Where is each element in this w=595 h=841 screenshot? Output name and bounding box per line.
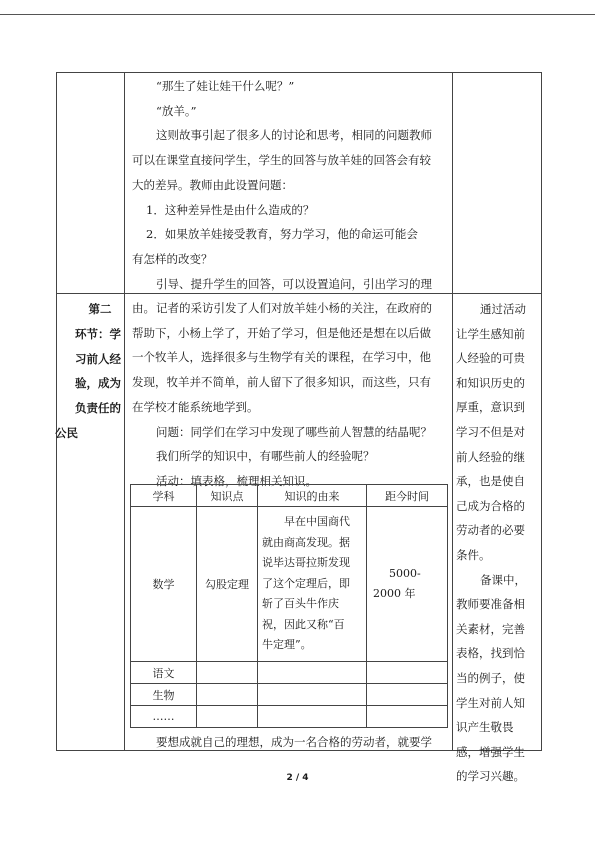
- s1-line-8: 有怎样的改变？: [132, 251, 213, 266]
- table-row: [131, 662, 448, 684]
- origin-line-5: 斩了百头牛作庆: [262, 597, 339, 611]
- s2-line-6: 问题：同学们在学习中发现了哪些前人智慧的结晶呢？: [156, 424, 432, 439]
- cell-subject-math: 数学: [131, 507, 197, 662]
- table-top-border: [56, 72, 542, 73]
- section2-body: [132, 296, 446, 494]
- empty-cell: [258, 662, 367, 684]
- s1-line-1: “那生了娃让娃干什么呢？”: [156, 79, 295, 93]
- cell-subject-ellipsis: ……: [131, 706, 197, 728]
- cell-subject-biology: 生物: [131, 684, 197, 706]
- th-origin: 知识的由来: [258, 485, 367, 507]
- note-line-6: 学习不但是对: [456, 424, 525, 439]
- heading-line-5: 负责任的: [75, 401, 121, 416]
- s2-line-1: 记者的采访引发了人们对放羊娃小杨的关注，在政府的: [156, 301, 432, 315]
- origin-line-3: 说毕达哥拉斯发现: [262, 556, 350, 570]
- cell-time: [367, 507, 448, 662]
- s1-line-3: 这则故事引起了很多人的讨论和思考，相同的问题教师: [156, 128, 432, 143]
- note-line-4: 和知识历史的: [456, 375, 525, 390]
- th-subject: 学科: [131, 485, 197, 507]
- heading-line-4: 验，成为: [75, 376, 121, 391]
- note-line-18: 识产生敬畏: [456, 720, 514, 735]
- heading-line-1: 第二: [88, 302, 112, 316]
- table-row: [131, 684, 448, 706]
- heading-line-2: 环节：学: [75, 326, 121, 341]
- th-time: 距今时间: [367, 485, 448, 507]
- note-line-16: 当的例子，使: [456, 670, 525, 685]
- s1-line-9: 引导、提升学生的回答，可以设置追问，引出学习的理: [156, 276, 432, 291]
- note-line-10: 劳动者的必要: [456, 523, 525, 538]
- section2-notes: [456, 297, 540, 789]
- s2-last-line: 要想成就自己的理想，成为一名合格的劳动者，就要学: [156, 735, 432, 749]
- note-line-15: 表格，找到恰: [456, 646, 525, 661]
- note-line-3: 人经验的可贵: [456, 351, 525, 366]
- s1-line-10: 由。: [132, 301, 155, 316]
- note-line-14: 关素材，完善: [456, 621, 525, 636]
- empty-cell: [367, 662, 448, 684]
- section2-heading: [55, 297, 121, 446]
- note-line-20: 的学习兴趣。: [456, 769, 525, 784]
- note-line-7: 前人经验的继: [456, 449, 525, 464]
- note-line-2: 让学生感知前: [456, 326, 525, 341]
- note-line-11: 条件。: [456, 547, 491, 562]
- origin-line-4: 了这个定理后，即: [262, 576, 350, 590]
- cell-subject-chinese: 语文: [131, 662, 197, 684]
- s1-line-6: 1．这种差异性是由什么造成的？: [146, 202, 315, 217]
- origin-line-1: 早在中国商代: [284, 515, 350, 529]
- note-line-17: 学生对前人知: [456, 695, 525, 710]
- note-line-8: 承，也是使自: [456, 474, 525, 489]
- s1-line-2: “放羊。”: [156, 103, 197, 118]
- s2-line-5: 在学校才能系统地学到。: [132, 399, 259, 414]
- s1-line-5: 大的差异。教师由此设置问题：: [132, 177, 293, 192]
- s1-line-7: 2．如果放羊娃接受教育，努力学习，他的命运可能会: [146, 227, 418, 242]
- origin-line-7: 牛定理”。: [262, 638, 312, 652]
- empty-cell: [197, 662, 258, 684]
- note-line-9: 己成为合格的: [456, 498, 525, 513]
- time-line-2: 2000 年: [373, 587, 416, 600]
- col-divider-2: [452, 72, 453, 751]
- empty-cell: [258, 684, 367, 706]
- note-line-5: 厚重，意识到: [456, 400, 525, 415]
- empty-cell: [197, 684, 258, 706]
- table-row: [131, 706, 448, 728]
- heading-line-3: 习前人经: [75, 351, 121, 366]
- s2-line-3: 一个牧羊人，选择很多与生物学有关的课程，在学习中，他: [132, 350, 431, 365]
- s2-line-8: 活动：填表格，梳理相关知识。: [156, 473, 317, 488]
- note-line-12: 备课中，: [480, 572, 526, 587]
- s1-line-4: 可以在课堂直接问学生，学生的回答与放羊娃的回答会有较: [132, 153, 431, 168]
- empty-cell: [258, 706, 367, 728]
- origin-line-6: 祝，因此又称“百: [262, 617, 345, 631]
- table-right-border: [541, 72, 542, 751]
- cell-origin: [258, 507, 367, 662]
- time-line-1: 5000-: [389, 567, 421, 580]
- section1-body: [132, 74, 446, 321]
- table-row: [131, 507, 448, 662]
- empty-cell: [367, 684, 448, 706]
- empty-cell: [367, 706, 448, 728]
- s2-line-2: 帮助下，小杨上学了，开始了学习，但是他还是想在以后做: [132, 325, 431, 340]
- header-rule: [0, 14, 595, 15]
- s2-line-4: 发现，牧羊并不简单，前人留下了很多知识，而这些，只有: [132, 375, 431, 390]
- col-divider-1: [124, 72, 125, 751]
- th-point: 知识点: [197, 485, 258, 507]
- heading-line-6: 公民: [55, 425, 78, 440]
- knowledge-table: [130, 484, 448, 728]
- knowledge-table-header-row: [131, 485, 448, 507]
- cell-point-pythagoras: 勾股定理: [197, 507, 258, 662]
- note-line-13: 教师要准备相: [456, 597, 525, 612]
- empty-cell: [197, 706, 258, 728]
- page-number: 2 / 4: [286, 773, 309, 783]
- note-line-1: 通过活动: [480, 302, 526, 316]
- note-line-19: 感，增强学生: [456, 744, 525, 759]
- origin-line-2: 就由商高发现。据: [262, 535, 350, 549]
- s2-line-7: 我们所学的知识中，有哪些前人的经验呢？: [156, 449, 375, 464]
